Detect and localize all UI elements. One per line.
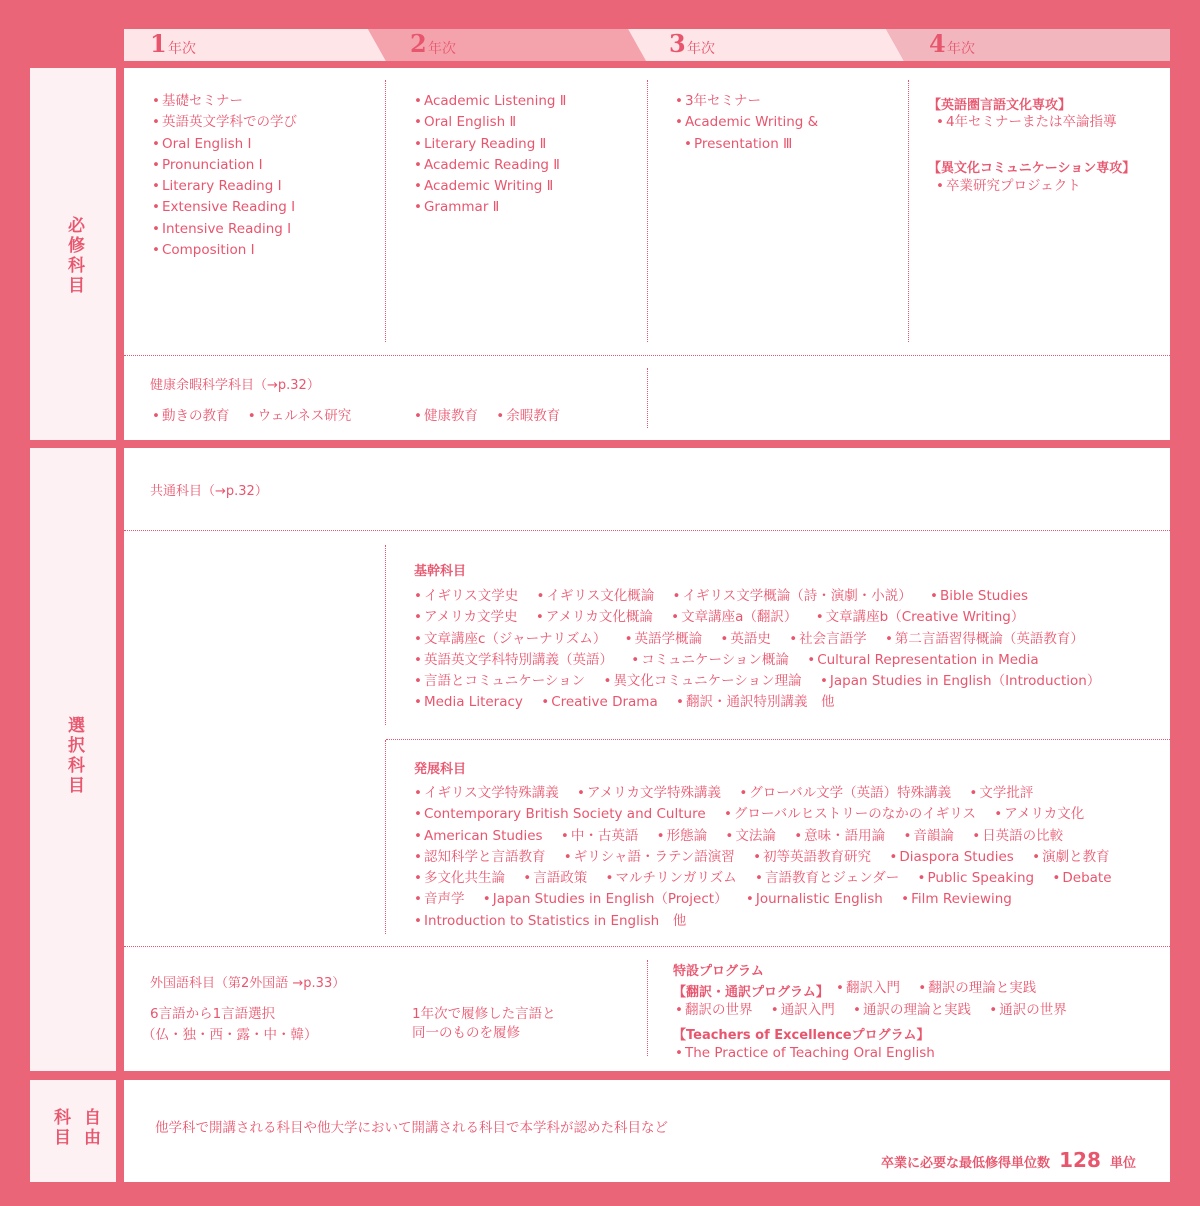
required-year2-list [414, 91, 566, 219]
list-item: • Academic Listening Ⅱ [414, 91, 566, 112]
list-item: • 英語史 [720, 631, 770, 647]
major2-title: 【異文化コミュニケーション専攻】 [928, 161, 1136, 176]
list-item: • 形態論 [657, 828, 707, 844]
major2-list [936, 176, 1081, 197]
tab-year-2 [384, 29, 624, 61]
list-item: • 社会言語学 [789, 631, 866, 647]
divider [385, 80, 386, 342]
list-item: • 通訳の世界 [989, 1002, 1066, 1018]
elective-label: 選択科目 [64, 716, 84, 796]
year-number: 3 [669, 29, 686, 58]
major1-list [936, 112, 1117, 133]
list-item: • Film Reviewing [901, 891, 1012, 907]
basic-title: 基幹科目 [414, 564, 467, 579]
divider [647, 960, 648, 1056]
free-side-panel [30, 1080, 116, 1182]
list-item: • 言語教育とジェンダー [755, 870, 899, 886]
list-item: • アメリカ文学史 [414, 609, 518, 625]
prog2-title: 【Teachers of Excellenceプログラム】 [673, 1028, 930, 1043]
required-year1-list [152, 91, 297, 261]
credits-value: 128 [1059, 1148, 1101, 1172]
list-item: • 英語学概論 [625, 631, 702, 647]
list-item: • 文章講座a（翻訳） [671, 609, 797, 625]
list-item: • Creative Drama [541, 694, 658, 710]
list-item: • 演劇と教育 [1032, 849, 1109, 865]
list-item: • 日英語の比較 [972, 828, 1063, 844]
list-item: • イギリス文学概論（詩・演劇・小説） [673, 588, 912, 604]
free-text: 他学科で開講される科目や他大学において開講される科目で本学科が認めた科目など [155, 1120, 668, 1136]
tab-year-1 [124, 29, 364, 61]
divider [124, 946, 1170, 947]
list-item: • 中・古英語 [561, 828, 638, 844]
list-item: • 言語とコミュニケーション [414, 673, 585, 689]
list-item: • 文法論 [725, 828, 775, 844]
list-item: • ウェルネス研究 [248, 408, 352, 424]
list-item: • 通訳の理論と実践 [853, 1002, 971, 1018]
required-side-panel [30, 68, 116, 440]
prog1-items-a [836, 978, 1136, 999]
year-suffix: 年次 [687, 41, 715, 57]
tab-year-4 [903, 29, 1143, 61]
list-item: • Introduction to Statistics in English 他 [414, 913, 686, 929]
list-item: • コミュニケーション概論 [631, 652, 789, 668]
health-year2 [414, 406, 634, 427]
list-item: • グローバル文学（英語）特殊講義 [739, 785, 951, 801]
foreign-year2-line2: 同一のものを履修 [412, 1025, 520, 1041]
divider [385, 545, 386, 725]
list-item: • Grammar Ⅱ [414, 197, 566, 218]
list-item: • 余暇教育 [496, 408, 560, 424]
list-item: • アメリカ文化 [994, 806, 1084, 822]
list-item: • 異文化コミュニケーション理論 [603, 673, 801, 689]
divider [124, 530, 1170, 531]
list-item: • 英語英文学科特別講義（英語） [414, 652, 613, 668]
list-item: • Intensive Reading Ⅰ [152, 219, 297, 240]
list-item: • 文章講座b（Creative Writing） [816, 609, 1025, 625]
list-item: • 文章講座c（ジャーナリズム） [414, 631, 606, 647]
list-item: • アメリカ文化概論 [536, 609, 653, 625]
list-item: • Media Literacy [414, 694, 523, 710]
list-item: • イギリス文学史 [414, 588, 518, 604]
year-number: 2 [410, 29, 427, 58]
list-item: • 音韻論 [903, 828, 953, 844]
list-item: • Japan Studies in English（Project） [483, 891, 728, 907]
list-item: • イギリス文化概論 [537, 588, 655, 604]
special-title: 特設プログラム [673, 964, 764, 979]
list-item: • Contemporary British Society and Culture [414, 806, 706, 822]
list-item: • 言語政策 [523, 870, 587, 886]
list-item: • Debate [1052, 870, 1111, 886]
year-number: 4 [929, 29, 946, 58]
elective-panel [124, 448, 1170, 1071]
list-item: • Journalistic English [746, 891, 883, 907]
credits-line [881, 1148, 1136, 1172]
list-item: • 通訳入門 [771, 1002, 835, 1018]
list-item: • Oral English Ⅱ [414, 112, 566, 133]
health-year1 [152, 406, 402, 427]
list-item: • Public Speaking [918, 870, 1035, 886]
prog1-items-b [675, 1000, 1155, 1021]
list-item: • Bible Studies [930, 588, 1028, 604]
list-item: • 英語英文学科での学び [152, 112, 297, 133]
basic-list [414, 586, 1154, 714]
list-item: • 翻訳入門 [836, 980, 900, 996]
list-item: • 翻訳の理論と実践 [918, 980, 1036, 996]
foreign-year2-line1: 1年次で履修した言語と [412, 1006, 556, 1022]
year-suffix: 年次 [947, 41, 975, 57]
list-item: • ギリシャ語・ラテン語演習 [564, 849, 735, 865]
list-item: • 翻訳・通訳特別講義 他 [676, 694, 834, 710]
free-label-line2: 科目 [50, 1108, 70, 1148]
list-item: • 基礎セミナー [152, 91, 297, 112]
divider [385, 740, 386, 934]
year-suffix: 年次 [428, 41, 456, 57]
list-item: • 多文化共生論 [414, 870, 505, 886]
required-year3-list [675, 91, 818, 155]
list-item: • Presentation Ⅲ [675, 134, 818, 155]
health-title: 健康余暇科学科目（→p.32） [150, 378, 320, 393]
list-item: • The Practice of Teaching Oral English [675, 1043, 935, 1064]
list-item: • 認知科学と言語教育 [414, 849, 545, 865]
list-item: • アメリカ文学特殊講義 [577, 785, 721, 801]
list-item: • 意味・語用論 [794, 828, 885, 844]
list-item: • 4年セミナーまたは卒論指導 [936, 112, 1117, 133]
list-item: • 3年セミナー [675, 91, 818, 112]
list-item: • 第二言語習得概論（英語教育） [885, 631, 1084, 647]
list-item: • 健康教育 [414, 408, 478, 424]
foreign-year1-line1: 6言語から1言語選択 [150, 1006, 276, 1022]
list-item: • グローバルヒストリーのなかのイギリス [724, 806, 976, 822]
list-item: • Academic Writing & [675, 112, 818, 133]
foreign-title: 外国語科目（第2外国語 →p.33） [150, 976, 346, 991]
credits-prefix: 卒業に必要な最低修得単位数 [881, 1156, 1051, 1171]
list-item: • American Studies [414, 828, 543, 844]
divider [908, 80, 909, 342]
list-item: • Composition Ⅰ [152, 240, 297, 261]
divider [386, 739, 1170, 740]
required-panel [124, 68, 1170, 440]
year-number: 1 [150, 29, 167, 58]
prog2-list [675, 1043, 935, 1064]
list-item: • 卒業研究プロジェクト [936, 176, 1081, 197]
free-panel [124, 1080, 1170, 1182]
tab-year-3 [643, 29, 883, 61]
prog1-title: 【翻訳・通訳プログラム】 [673, 985, 829, 1000]
advanced-title: 発展科目 [414, 762, 467, 777]
divider [647, 80, 648, 342]
major1-title: 【英語圏言語文化専攻】 [928, 98, 1072, 113]
free-label-line1: 自由 [80, 1108, 100, 1148]
list-item: • Academic Writing Ⅱ [414, 176, 566, 197]
divider [124, 355, 1170, 356]
required-label: 必修科目 [64, 216, 84, 296]
list-item: • Literary Reading Ⅱ [414, 134, 566, 155]
list-item: • Diaspora Studies [889, 849, 1013, 865]
list-item: • Japan Studies in English（Introduction） [820, 673, 1100, 689]
list-item: • 文学批評 [969, 785, 1033, 801]
credits-unit: 単位 [1109, 1156, 1136, 1171]
elective-side-panel [30, 448, 116, 1071]
list-item: • Cultural Representation in Media [807, 652, 1038, 668]
list-item: • Literary Reading Ⅰ [152, 176, 297, 197]
list-item: • マルチリンガリズム [606, 870, 737, 886]
list-item: • 翻訳の世界 [675, 1002, 752, 1018]
list-item: • Extensive Reading Ⅰ [152, 197, 297, 218]
list-item: • 初等英語教育研究 [753, 849, 871, 865]
advanced-list [414, 783, 1154, 932]
list-item: • 動きの教育 [152, 408, 229, 424]
list-item: • Oral English Ⅰ [152, 134, 297, 155]
list-item: • イギリス文学特殊講義 [414, 785, 559, 801]
foreign-year1-line2: （仏・独・西・露・中・韓） [142, 1027, 318, 1043]
divider [647, 368, 648, 428]
common-title: 共通科目（→p.32） [150, 484, 268, 499]
year-suffix: 年次 [168, 41, 196, 57]
list-item: • Academic Reading Ⅱ [414, 155, 566, 176]
list-item: • 音声学 [414, 891, 464, 907]
list-item: • Pronunciation Ⅰ [152, 155, 297, 176]
